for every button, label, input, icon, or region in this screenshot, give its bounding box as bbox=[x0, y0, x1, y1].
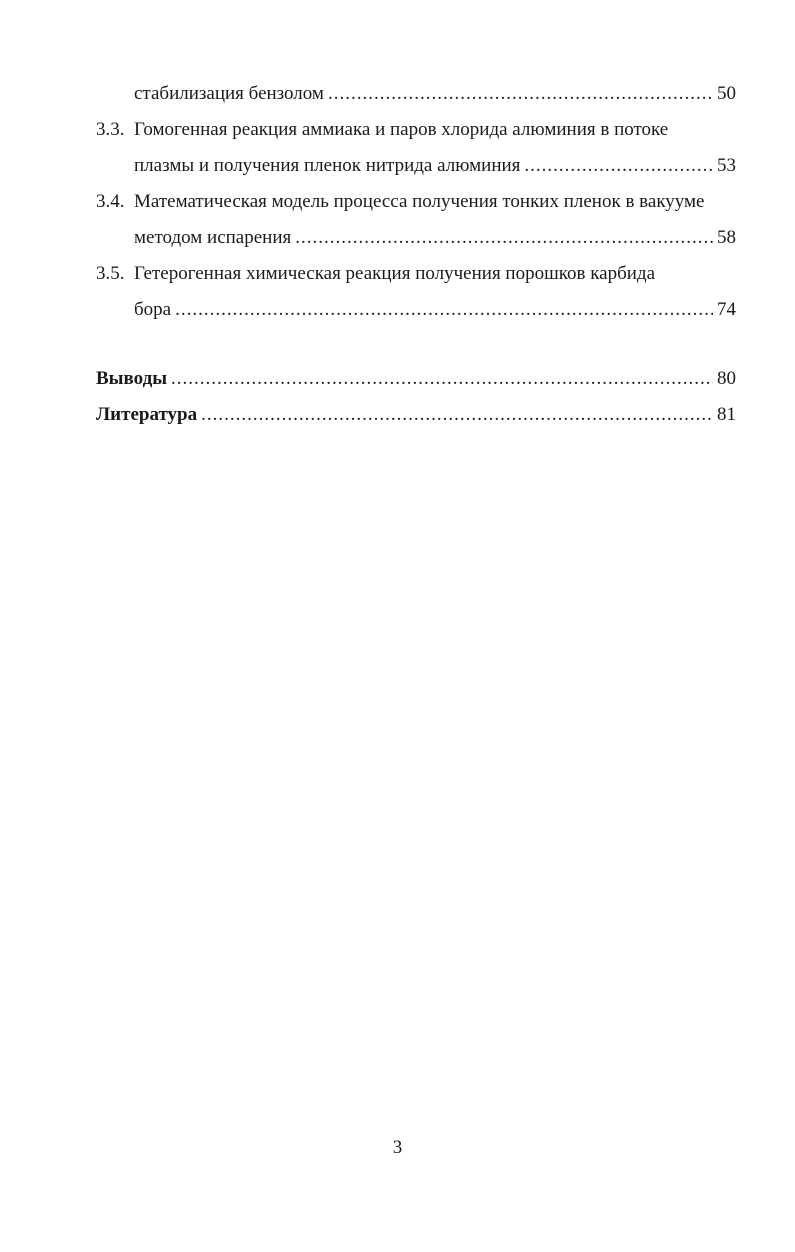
toc-entry-page: 50 bbox=[717, 83, 736, 104]
section-number: 3.3. bbox=[96, 119, 125, 140]
dot-leader bbox=[295, 220, 713, 256]
dot-leader bbox=[171, 361, 713, 397]
toc-entry-label: Гомогенная реакция аммиака и паров хлорида алюминия в потоке bbox=[134, 119, 669, 140]
toc-entry-page: 81 bbox=[717, 404, 736, 425]
dot-leader bbox=[201, 397, 713, 433]
toc-entry-label: Гетерогенная химическая реакция получения порошков карбида bbox=[134, 263, 656, 284]
toc-entry-page: 80 bbox=[717, 368, 736, 389]
toc-entry-3-3-line1 bbox=[96, 112, 736, 148]
dot-leader bbox=[524, 148, 713, 184]
toc-entry-3-4-line1 bbox=[96, 184, 736, 220]
dot-leader bbox=[328, 76, 713, 112]
toc-entry-label: методом испарения bbox=[134, 227, 292, 248]
toc-entry-label: плазмы и получения пленок нитрида алюминия bbox=[134, 155, 521, 176]
section-gap bbox=[96, 328, 736, 361]
toc-entry-label: бора bbox=[134, 299, 172, 320]
toc-entry-conclusions bbox=[96, 361, 736, 397]
toc-entry-3-5-line1 bbox=[96, 256, 736, 292]
toc-entry-benzene bbox=[96, 76, 736, 112]
toc-entry-3-5-line2 bbox=[96, 292, 736, 328]
section-number: 3.4. bbox=[96, 191, 125, 212]
page-number: 3 bbox=[392, 1137, 403, 1158]
toc-entry-label: Математическая модель процесса получения тонких пленок в вакууме bbox=[134, 191, 705, 212]
toc-entry-label: стабилизация бензолом bbox=[134, 83, 324, 104]
section-number: 3.5. bbox=[96, 263, 125, 284]
toc-entry-page: 74 bbox=[717, 299, 736, 320]
toc-entry-page: 58 bbox=[717, 227, 736, 248]
toc-entry-label: Выводы bbox=[96, 368, 168, 389]
toc-entry-literature bbox=[96, 397, 736, 433]
toc-entry-label: Литература bbox=[96, 404, 198, 425]
table-of-contents bbox=[96, 76, 736, 433]
toc-entry-3-3-line2 bbox=[96, 148, 736, 184]
toc-entry-3-4-line2 bbox=[96, 220, 736, 256]
dot-leader bbox=[175, 292, 713, 328]
toc-entry-page: 53 bbox=[717, 155, 736, 176]
